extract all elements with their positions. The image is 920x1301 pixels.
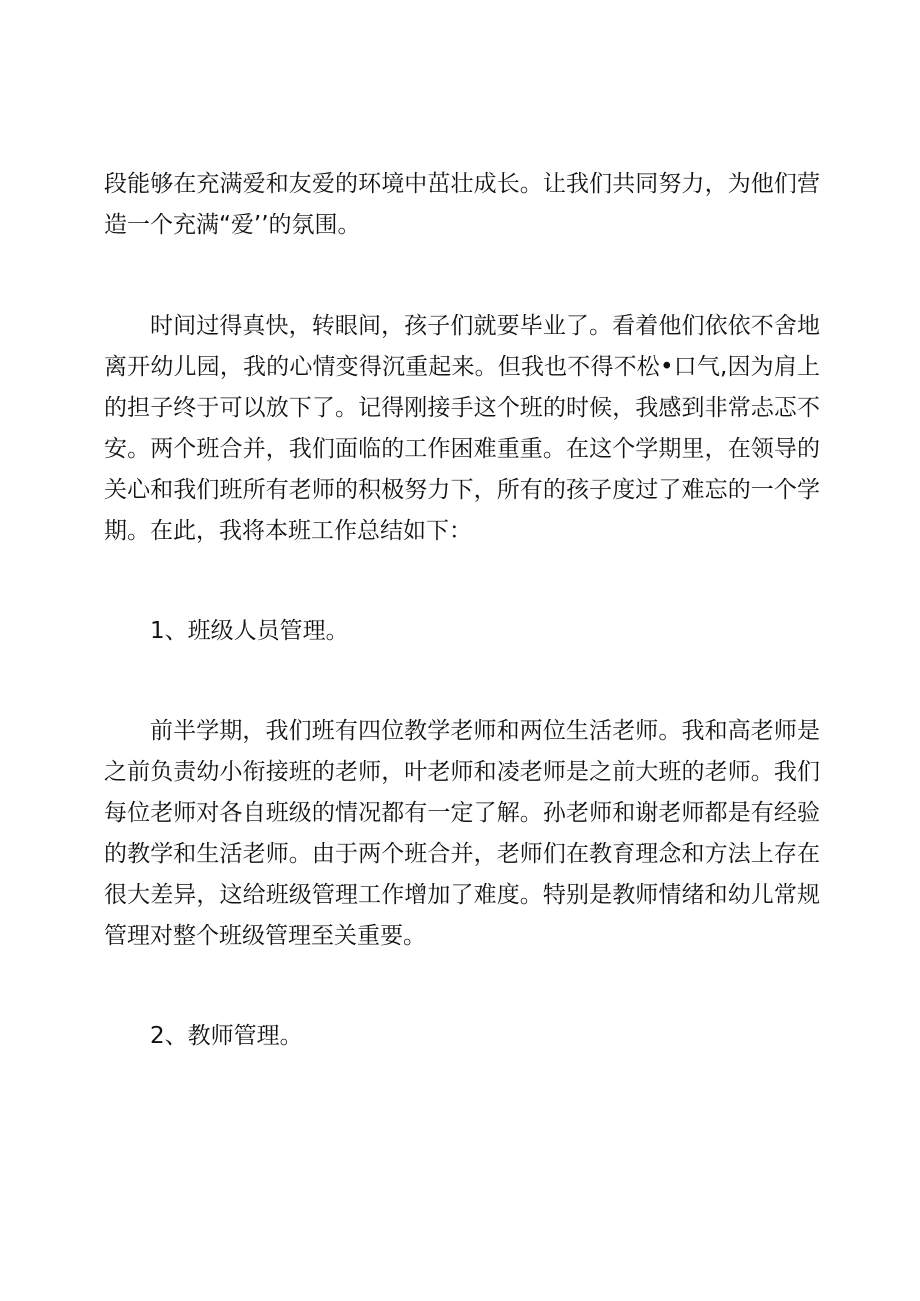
- paragraph-intro: 时间过得真快，转眼间，孩子们就要毕业了。看着他们依依不舍地离开幼儿园，我的心情变得沉重起来。但我也不得不松•口气,因为肩上的担子终于可以放下了。记得刚接手这个班的时候，我感到非常忐忑不安。两个班合并，我们面临的工作困难重重。在这个学期里，在领导的关心和我们班所有老师的积极努力下，所有的孩子度过了难忘的一个学期。在此，我将本班工作总结如下：: [104, 313, 820, 544]
- section-heading-1: 1、班级人员管理。: [150, 618, 349, 644]
- section-heading-2: 2、教师管理。: [150, 1023, 303, 1049]
- paragraph-staff: 前半学期，我们班有四位教学老师和两位生活老师。我和高老师是之前负责幼小衔接班的老师，叶老师和凌老师是之前大班的老师。我们每位老师对各自班级的情况都有一定了解。孙老师和谢老师都是有经验的教学和生活老师。由于两个班合并，老师们在教育理念和方法上存在很大差异，这给班级管理工作增加了难度。特别是教师情绪和幼儿常规管理对整个班级管理至关重要。: [104, 718, 820, 949]
- paragraph-continuation: 段能够在充满爱和友爱的环境中茁壮成长。让我们共同努力，为他们营造一个充满“爱’’的氛围。: [104, 171, 820, 238]
- document-body: [104, 164, 820, 1057]
